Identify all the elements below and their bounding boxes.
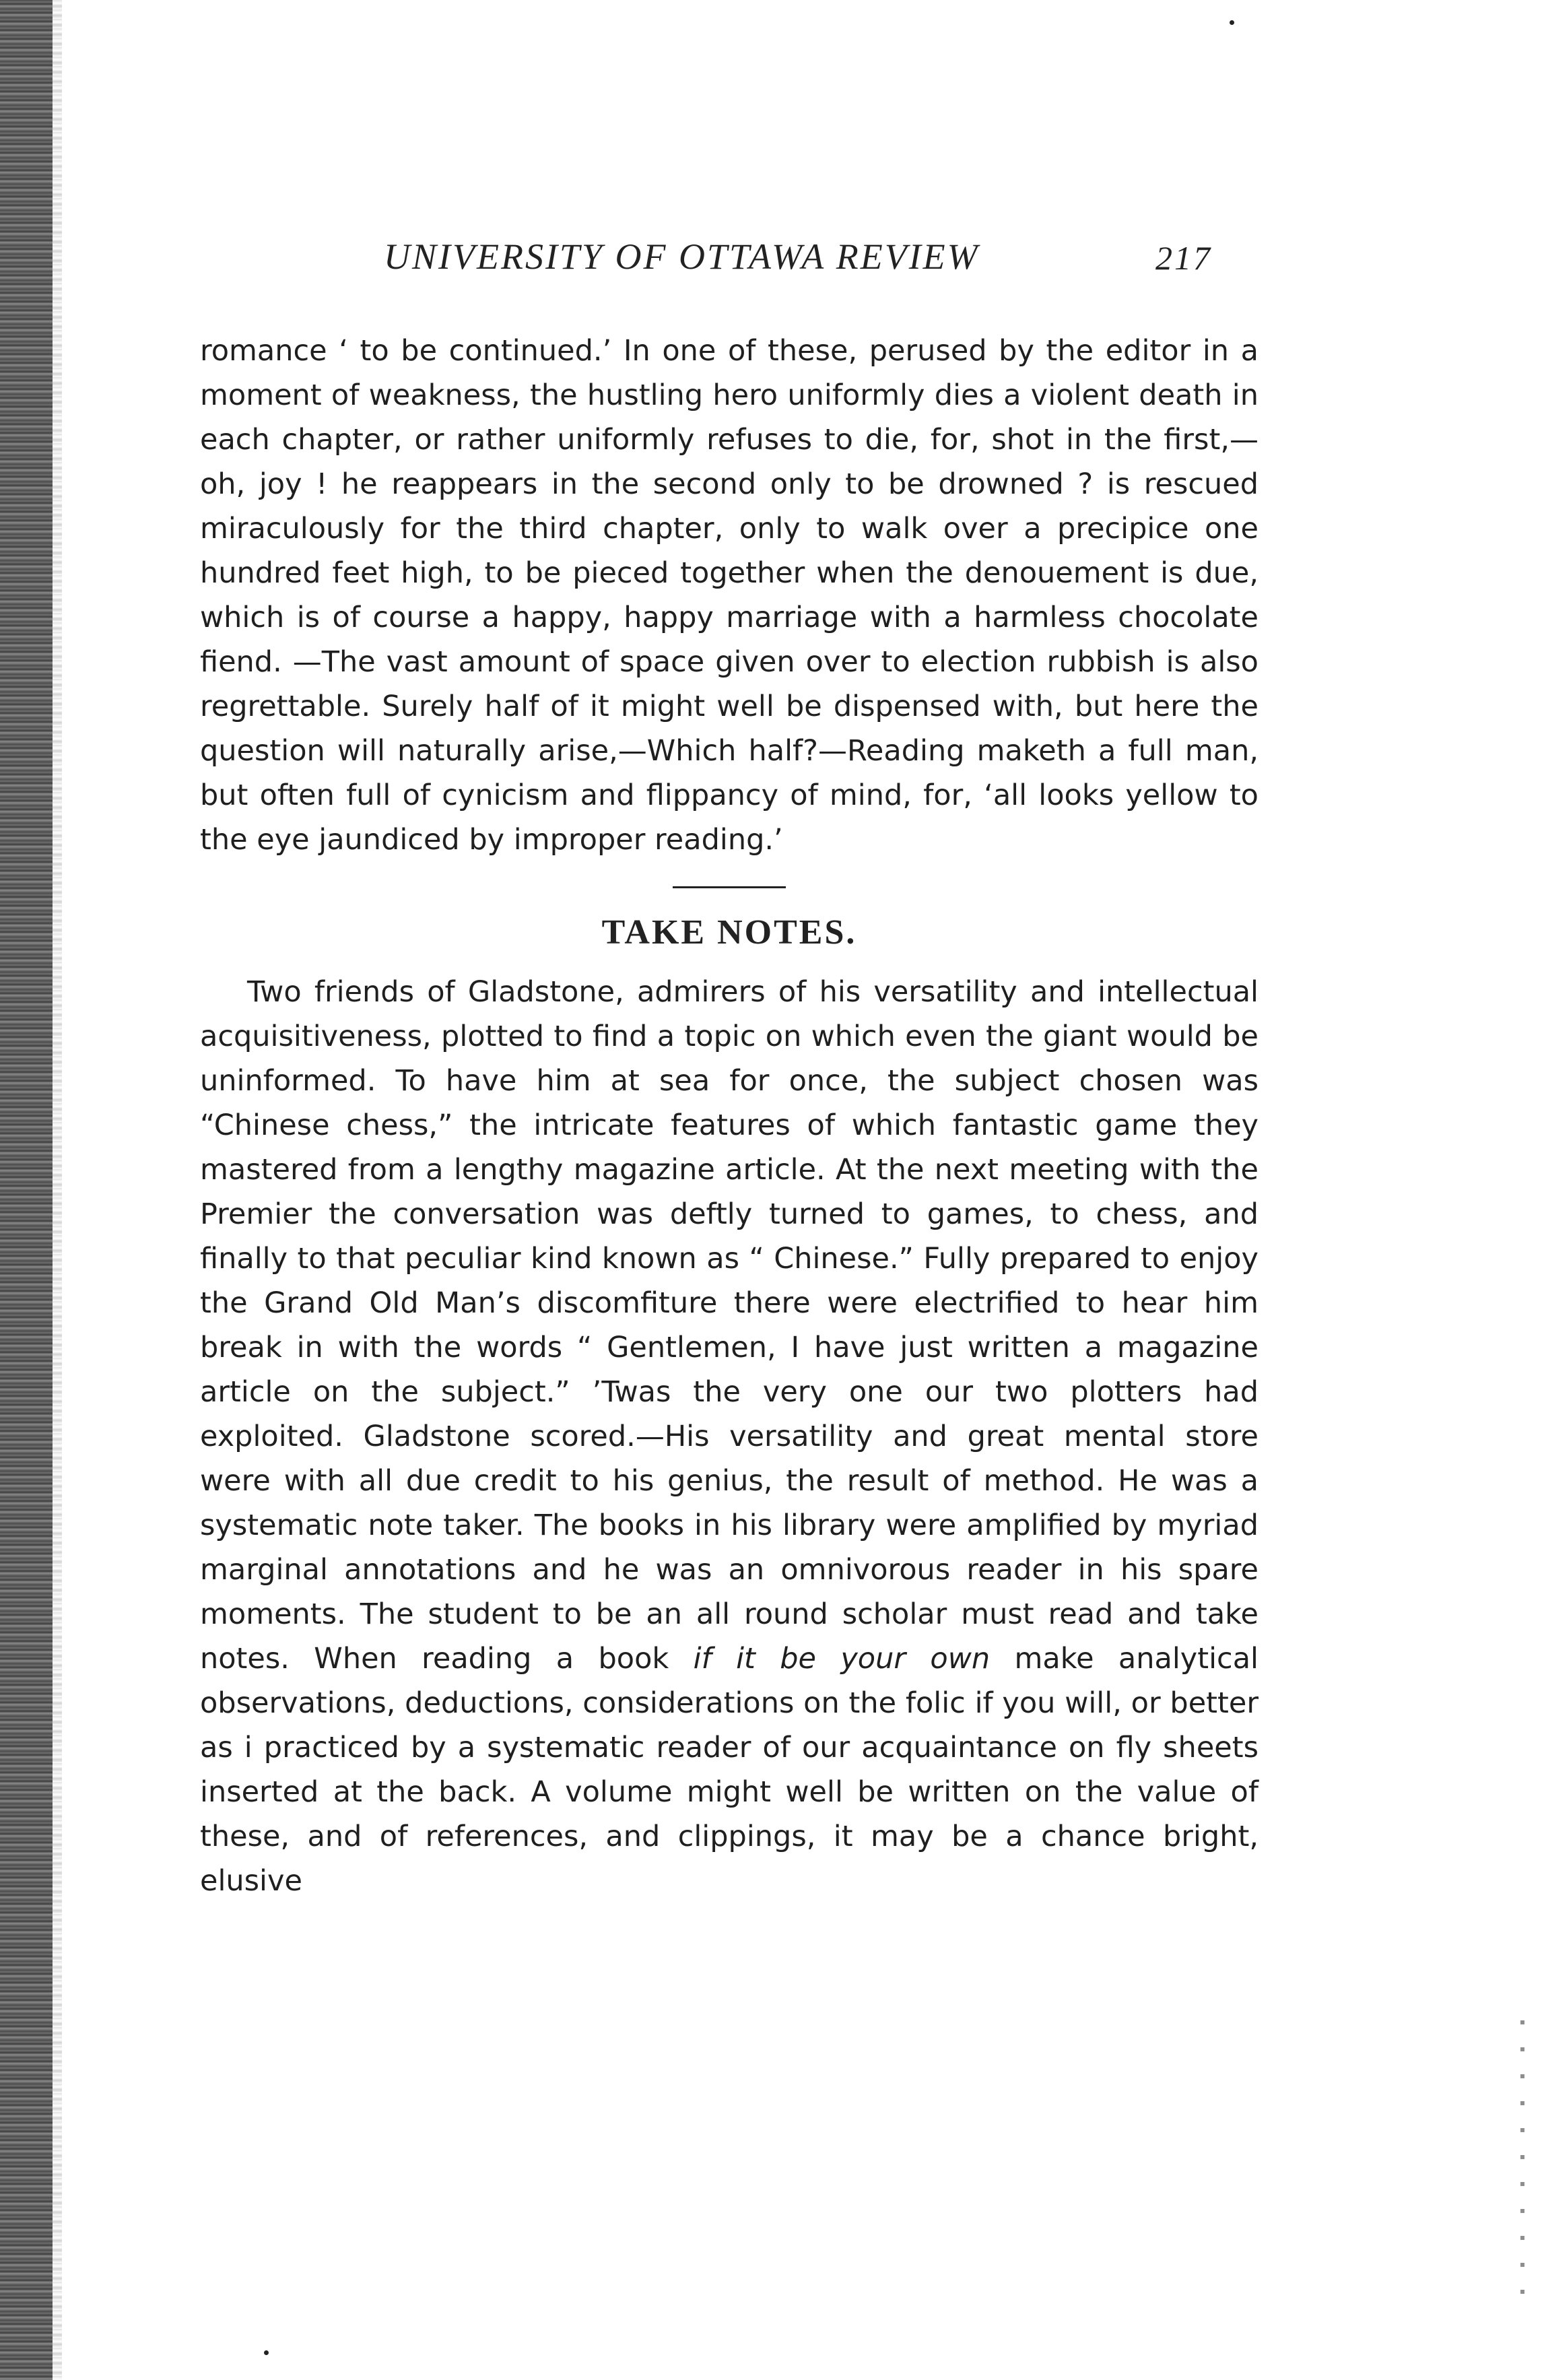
page-number: 217 xyxy=(1155,239,1212,277)
page-body xyxy=(200,329,1258,1903)
paragraph-continued: romance ‘ to be continued.’ In one of these, perused by the editor in a moment of weakness, the hustling hero uniformly dies a violent death in each chapter, or rather uniformly refuses to die, for, shot in the first,—oh, joy ! he reappears in the second only to be drowned ? is rescued miraculously for the third chapter, only to walk over a precipice one hundred feet high, to be pieced together when the denouement is due, which is of course a happy, happy marriage with a harmless chocolate fiend. —The vast amount of space given over to election rubbish is also regrettable. Surely half of it might well be dispensed with, but here the question will naturally arise,—Which half?—Reading maketh a full man, but often full of cynicism and flippancy of mind, for, ‘all looks yellow to the eye jaundiced by improper reading.’ xyxy=(200,334,1258,857)
scan-speck xyxy=(264,2350,269,2355)
running-title: UNIVERSITY OF OTTAWA REVIEW xyxy=(384,236,980,277)
section-divider xyxy=(673,886,786,888)
scan-binding-edge xyxy=(0,0,53,2380)
paragraph-take-notes xyxy=(200,970,1258,1903)
italic-phrase: if it be your own xyxy=(693,1642,991,1676)
paragraph-text: make analytical observations, deductions, considerations on the folic if you will, or better as i practiced by a systematic reader of our acquaintance on fly sheets inserted at the back. A volume might well be written on the value of these, and of references, and clippings, it may be a chance bright, elusive xyxy=(200,1642,1258,1898)
running-head xyxy=(384,236,1212,290)
scan-edge-marks xyxy=(1520,2020,1524,2303)
paragraph-text: Two friends of Gladstone, admirers of his versatility and intellectual acquisitiveness, plotted to find a topic on which even the giant would be uninformed. To have him at sea for once, the subject chosen was “Chinese chess,” the intricate features of which fantastic game they mastered from a lengthy magazine article. At the next meeting with the Premier the conversation was deftly turned to games, to chess, and finally to that peculiar kind known as “ Chinese.” Fully prepared to enjoy the Grand Old Man’s discomfiture there were electrified to hear him break in with the words “ Gentlemen, I have just written a magazine article on the subject.” ’Twas the very one our two plotters had exploited. Gladstone scored.—His versatility and great mental store were with all due credit to his genius, the result of method. He was a systematic note taker. The books in his library were amplified by myriad marginal annotations and he was an omnivorous reader in his spare moments. The student to be an all round scholar must read and take notes. When reading a book xyxy=(200,975,1258,1676)
section-heading: TAKE NOTES. xyxy=(601,913,857,952)
scan-speck xyxy=(1230,20,1234,25)
